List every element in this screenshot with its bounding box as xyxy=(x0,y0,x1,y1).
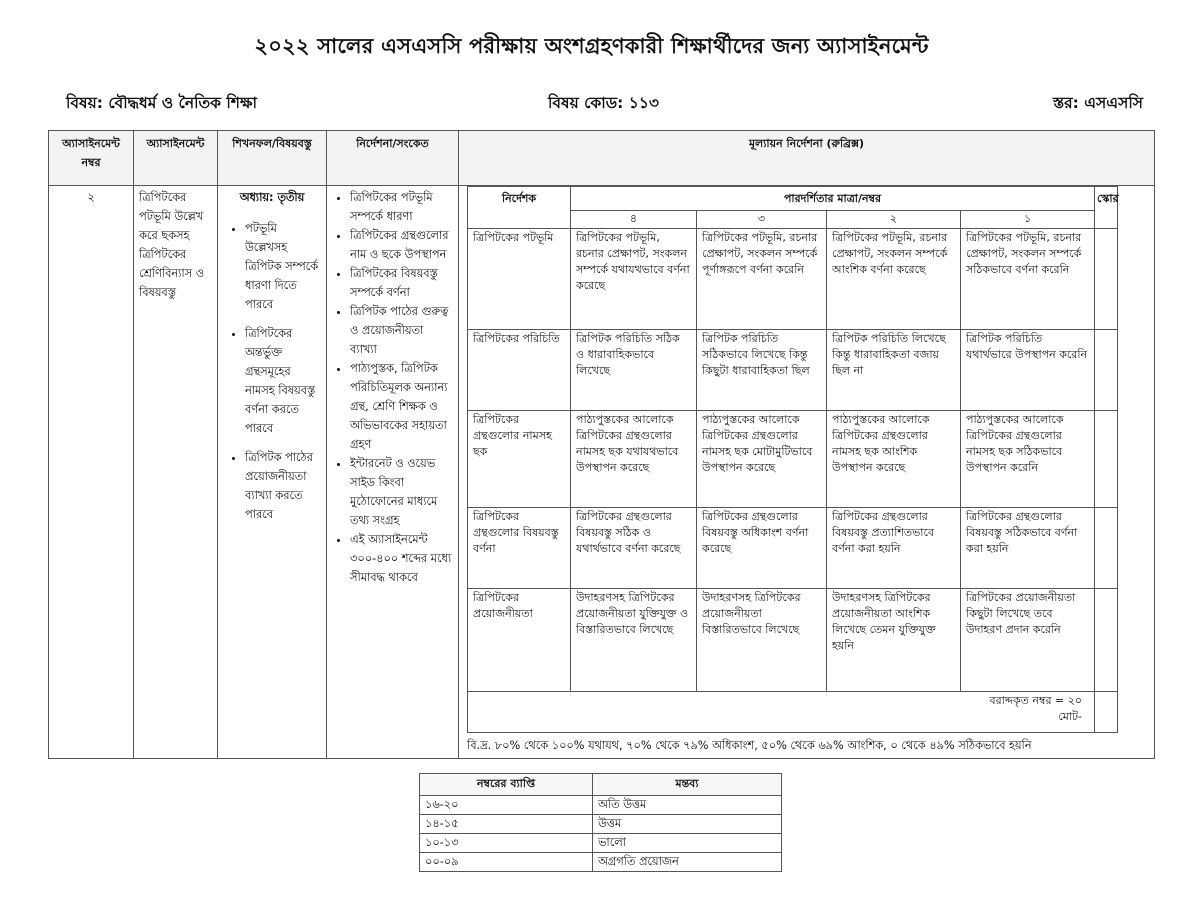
rubric-cell-text: ত্রিপিটকের পটভূমি, রচনার প্রেক্ষাপট, সংকলন সম্পর্কে পূর্ণাঙ্গরূপে বর্ণনা করেনি xyxy=(697,229,827,330)
level-label: স্তর: এসএসসি xyxy=(1052,94,1143,112)
rubric-indicator: ত্রিপিটকের প্রয়োজনীয়তা xyxy=(468,589,571,692)
rubric-cell-text: পাঠ্যপুস্তকের আলোকে ত্রিপিটকের গ্রন্থগুলোর নামসহ ছক সঠিকভাবে উপস্থাপন করেনি xyxy=(961,411,1095,508)
rubric-indicator-header: নির্দেশক xyxy=(468,187,571,229)
level-label: ১ xyxy=(961,211,1095,229)
rubric-cell-text: ত্রিপিটকের পটভূমি, রচনার প্রেক্ষাপট, সংকলন সম্পর্কে সঠিকভাবে বর্ণনা করেনি xyxy=(961,229,1095,330)
rubric-row xyxy=(468,229,1118,330)
rubric-row xyxy=(468,508,1118,589)
outcome-item: • ত্রিপিটকের অন্তর্ভুক্ত গ্রন্থসমূহের নামসহ বিষয়বস্তু বর্ণনা করতে পারবে xyxy=(245,324,321,438)
rubric-indicator: ত্রিপিটকের গ্রন্থগুলোর নামসহ ছক xyxy=(468,411,571,508)
assignment-table xyxy=(48,130,1155,759)
rubric-cell-text: পাঠ্যপুস্তকের আলোকে ত্রিপিটকের গ্রন্থগুলোর নামসহ ছক আংশিক উপস্থাপন করেছে xyxy=(827,411,961,508)
rubric-cell-text: ত্রিপিটক পরিচিতি সঠিক ও ধারাবাহিকভাবে লিখেছে xyxy=(571,330,697,411)
grade-table xyxy=(419,773,782,872)
grade-row xyxy=(420,815,782,834)
grade-comment: অতি উত্তম xyxy=(593,796,782,815)
rubric-score xyxy=(1095,411,1118,508)
assignment-number: ২ xyxy=(49,186,134,759)
rubric-cell-text: ত্রিপিটকের গ্রন্থগুলোর বিষয়বস্তু প্রত্যাশিতভাবে বর্ণনা করা হয়নি xyxy=(827,508,961,589)
grade-table-header xyxy=(420,774,782,796)
instruction-item: • ত্রিপিটক পাঠের গুরুত্ব ও প্রয়োজনীয়তা ব্যাখ্যা xyxy=(350,302,453,359)
page-title: ২০২২ সালের এসএসসি পরীক্ষায় অংশগ্রহণকারী শিক্ষার্থীদের জন্য অ্যাসাইনমেন্ট xyxy=(254,34,929,58)
rubric-row xyxy=(468,589,1118,692)
rubric-score-header: স্কোর xyxy=(1095,187,1118,229)
outcome-item: • ত্রিপিটক পাঠের প্রয়োজনীয়তা ব্যাখ্যা করতে পারবে xyxy=(245,448,321,524)
outcomes-list xyxy=(223,219,321,524)
rubric-footnote: বি.দ্র. ৮০% থেকে ১০০% যথাযথ, ৭০% থেকে ৭৯% অধিকাংশ, ৫০% থেকে ৬৯% আংশিক, ০ থেকে ৪৯% সঠিকভাবে হয়নি xyxy=(467,739,1032,752)
rubric-score xyxy=(1095,589,1118,692)
rubric-cell-text: ত্রিপিটকের গ্রন্থগুলোর বিষয়বস্তু সঠিক ও যথার্থভাবে বর্ণনা করেছে xyxy=(571,508,697,589)
header-outcomes: শিখনফল/বিষয়বস্তু xyxy=(218,131,327,186)
level-label: ৩ xyxy=(697,211,827,229)
grade-row xyxy=(420,796,782,815)
rubric-cell-text: ত্রিপিটকের পটভূমি, রচনার প্রেক্ষাপট, সংকলন সম্পর্কে আংশিক বর্ণনা করেছে xyxy=(827,229,961,330)
header-rubrics: মূল্যায়ন নির্দেশনা (রুব্রিক্স) xyxy=(459,131,1155,186)
rubric-indicator: ত্রিপিটকের গ্রন্থগুলোর বিষয়বস্তু বর্ণনা xyxy=(468,508,571,589)
grade-range-header: নম্বরের ব্যাপ্তি xyxy=(420,774,593,796)
assignment-table-header xyxy=(49,131,1155,186)
rubric-cell-text: ত্রিপিটক পরিচিতি লিখেছে কিন্তু ধারাবাহিকতা বজায় ছিল না xyxy=(827,330,961,411)
grade-comment-header: মন্তব্য xyxy=(593,774,782,796)
rubric-cell-text: পাঠ্যপুস্তকের আলোকে ত্রিপিটকের গ্রন্থগুলোর নামসহ ছক মোটামুটিভাবে উপস্থাপন করেছে xyxy=(697,411,827,508)
assignment-row xyxy=(49,186,1155,759)
level-label: ২ xyxy=(827,211,961,229)
rubric-allocation-row xyxy=(468,692,1118,733)
grade-range: ১৬-২০ xyxy=(420,796,593,815)
level-label: ৪ xyxy=(571,211,697,229)
rubric-cell-text: ত্রিপিটক পরিচিতি যথার্থভারে উপস্থাপন করেনি xyxy=(961,330,1095,411)
rubric-level-header: পারদর্শিতার মাত্রা/নম্বর xyxy=(571,187,1095,211)
rubric-cell-text: ত্রিপিটকের প্রয়োজনীয়তা কিছুটা লিখেছে তবে উদাহরণ প্রদান করেনি xyxy=(961,589,1095,692)
rubric-header-row xyxy=(468,187,1118,211)
rubric-score xyxy=(1095,330,1118,411)
grade-comment: অগ্রগতি প্রয়োজন xyxy=(593,853,782,872)
instructions-list xyxy=(332,188,453,587)
total-marks-text: মোট- xyxy=(1058,710,1083,723)
total-score xyxy=(1095,692,1118,733)
instructions-cell xyxy=(327,186,459,759)
rubric-cell-text: উদাহরণসহ ত্রিপিটকের প্রয়োজনীয়তা যুক্তিযুক্ত ও বিস্তারিতভাবে লিখেছে xyxy=(571,589,697,692)
instruction-item: • পাঠ্যপুস্তক, ত্রিপিটক পরিচিতিমূলক অন্যান্য গ্রন্থ, শ্রেণি শিক্ষক ও অভিভাবকের সহায়তা গ্রহণ xyxy=(350,359,453,454)
grade-range: ১০-১৩ xyxy=(420,834,593,853)
grade-range: ১৪-১৫ xyxy=(420,815,593,834)
rubric-cell-text: পাঠ্যপুস্তকের আলোকে ত্রিপিটকের গ্রন্থগুলোর নামসহ ছক যথাযথভাবে উপস্থাপন করেছে xyxy=(571,411,697,508)
rubric-cell-text: উদাহরণসহ ত্রিপিটকের প্রয়োজনীয়তা বিস্তারিতভাবে লিখেছে xyxy=(697,589,827,692)
rubric-score xyxy=(1095,508,1118,589)
subject-label: বিষয়: বৌদ্ধধর্ম ও নৈতিক শিক্ষা xyxy=(66,94,258,112)
rubric-cell xyxy=(459,186,1155,759)
grade-row xyxy=(420,853,782,872)
outcomes-cell xyxy=(218,186,327,759)
header-assignment-no: অ্যাসাইনমেন্ট নম্বর xyxy=(49,131,134,186)
rubric-cell-text: ত্রিপিটকের গ্রন্থগুলোর বিষয়বস্তু সঠিকভাবে বর্ণনা করা হয়নি xyxy=(961,508,1095,589)
grade-comment: উত্তম xyxy=(593,815,782,834)
subject-code-label: বিষয় কোড: ১১৩ xyxy=(548,94,659,112)
assignment-description: ত্রিপিটকের পটভূমি উল্লেখ করে ছকসহ ত্রিপিটকের শ্রেণিবিন্যাস ও বিষয়বস্তু xyxy=(134,186,218,759)
rubric-score xyxy=(1095,229,1118,330)
rubric-table xyxy=(467,186,1118,733)
instruction-item: • ইন্টারনেট ও ওয়েভ সাইড কিংবা মুঠোফোনের মাধ্যমে তথ্য সংগ্রহ xyxy=(350,454,453,530)
instruction-item: • ত্রিপিটকের পটভূমি সম্পর্কে ধারণা xyxy=(350,188,453,226)
rubric-cell-text: ত্রিপিটকের পটভূমি, রচনার প্রেক্ষাপট, সংকলন সম্পর্কে যথাযথভাবে বর্ণনা করেছে xyxy=(571,229,697,330)
header-assignment: অ্যাসাইনমেন্ট xyxy=(134,131,218,186)
rubric-indicator: ত্রিপিটকের পটভূমি xyxy=(468,229,571,330)
instruction-item: • ত্রিপিটকের গ্রন্থগুলোর নাম ও ছকে উপস্থাপন xyxy=(350,226,453,264)
grade-comment: ভালো xyxy=(593,834,782,853)
rubric-cell-text: উদাহরণসহ ত্রিপিটকের প্রয়োজনীয়তা আংশিক লিখেছে তেমন যুক্তিযুক্ত হয়নি xyxy=(827,589,961,692)
rubric-row xyxy=(468,411,1118,508)
rubric-cell-text: ত্রিপিটক পরিচিতি সঠিকভাবে লিখেছে কিন্তু কিছুটা ধারাবাহিকতা ছিল xyxy=(697,330,827,411)
allocated-marks xyxy=(468,692,1095,733)
instruction-item: • এই অ্যাসাইনমেন্ট ৩০০-৪০০ শব্দের মধ্যে সীমাবদ্ধ থাকবে xyxy=(350,530,453,587)
grade-range: ০০-০৯ xyxy=(420,853,593,872)
instruction-item: • ত্রিপিটকের বিষয়বস্তু সম্পর্কে বর্ণনা xyxy=(350,264,453,302)
rubric-row xyxy=(468,330,1118,411)
header-instructions: নির্দেশনা/সংকেত xyxy=(327,131,459,186)
rubric-indicator: ত্রিপিটকের পরিচিতি xyxy=(468,330,571,411)
grade-row xyxy=(420,834,782,853)
chapter-label: অধ্যায়: তৃতীয় xyxy=(239,191,305,204)
outcome-item: • পটভূমি উল্লেখসহ ত্রিপিটক সম্পর্কে ধারণা দিতে পারবে xyxy=(245,219,321,314)
allocated-marks-text: বরাদ্দকৃত নম্বর = ২০ xyxy=(989,694,1083,707)
rubric-cell-text: ত্রিপিটকের গ্রন্থগুলোর বিষয়বস্তু অধিকাংশ বর্ণনা করেছে xyxy=(697,508,827,589)
